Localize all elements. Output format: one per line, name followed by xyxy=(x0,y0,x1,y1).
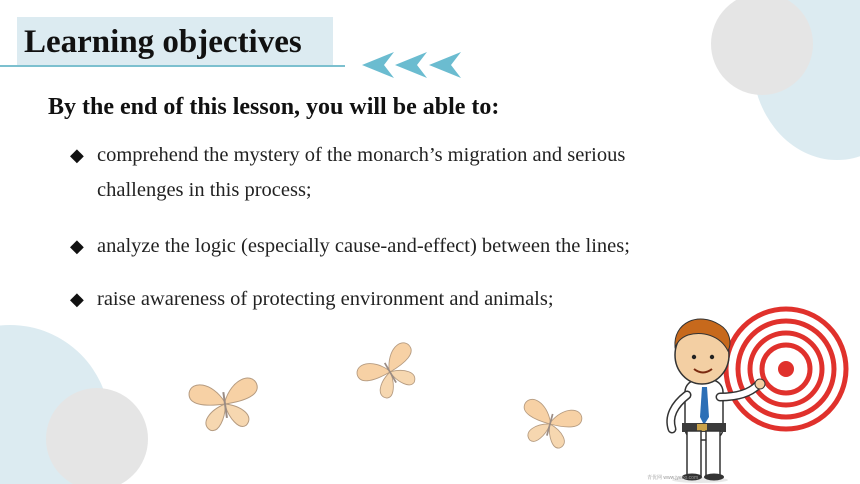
intro-text: By the end of this lesson, you will be able to: xyxy=(48,94,500,120)
objective-text-line: analyze the logic (especially cause-and-effect) between the lines; xyxy=(97,235,630,257)
watermark-text: 青优网 www.jyeoo.com xyxy=(647,475,699,481)
diamond-bullet-icon: ◆ xyxy=(70,289,84,309)
triple-left-arrow-icon xyxy=(362,51,466,79)
objective-text-line: challenges in this process; xyxy=(97,179,312,201)
butterfly-icon xyxy=(355,337,425,407)
objective-text-line: raise awareness of protecting environment and animals; xyxy=(97,288,554,310)
diamond-bullet-icon: ◆ xyxy=(70,145,84,165)
butterfly-icon xyxy=(515,393,585,455)
page-title: Learning objectives xyxy=(24,24,302,60)
objective-text-line: comprehend the mystery of the monarch’s migration and serious xyxy=(97,144,626,166)
butterfly-icon xyxy=(185,368,265,440)
target-icon xyxy=(726,309,846,429)
decorative-circle-gray-bottom-left xyxy=(46,388,148,484)
diamond-bullet-icon: ◆ xyxy=(70,236,84,256)
man-pointing-at-target-illustration xyxy=(650,305,860,484)
title-underline xyxy=(0,65,345,67)
